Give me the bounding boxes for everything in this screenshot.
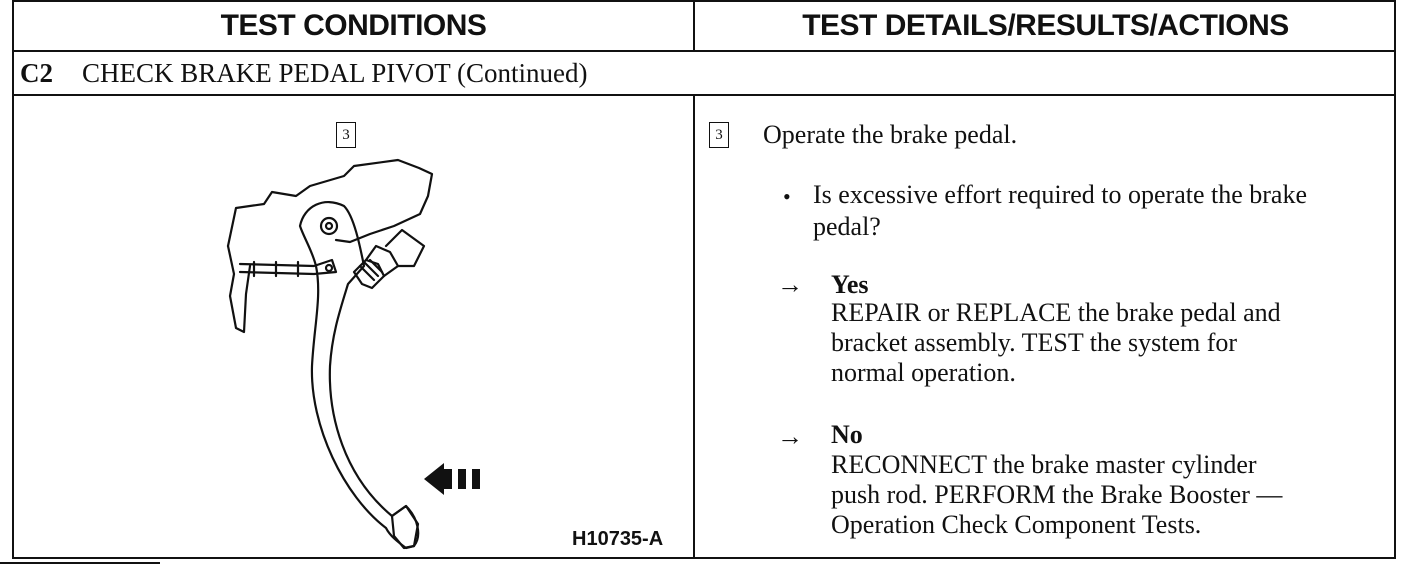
yes-arrow-icon: →: [777, 270, 803, 299]
diagnostic-table: [12, 0, 1396, 559]
no-line-1: RECONNECT the brake master cylinder: [831, 450, 1257, 479]
force-arrow-icon: [424, 463, 480, 495]
yes-line-1: REPAIR or REPLACE the brake pedal and: [831, 298, 1281, 327]
bullet-icon: •: [783, 184, 791, 209]
brake-pedal-illustration-icon: [14, 96, 693, 559]
header-test-details: TEST DETAILS/RESULTS/ACTIONS: [802, 9, 1289, 42]
bottom-rule: [0, 562, 160, 564]
details-step-box: 3: [709, 122, 729, 148]
yes-line-2: bracket assembly. TEST the system for: [831, 328, 1238, 357]
no-line-3: Operation Check Component Tests.: [831, 510, 1202, 539]
no-line-2: push rod. PERFORM the Brake Booster —: [831, 480, 1283, 509]
section-code: C2: [20, 57, 53, 88]
no-label: No: [831, 420, 863, 449]
figure-id: H10735-A: [572, 528, 664, 550]
figure-step-box: 3: [336, 122, 356, 148]
test-details-cell: [695, 96, 1396, 559]
question-line-2: pedal?: [813, 212, 881, 241]
header-test-conditions: TEST CONDITIONS: [220, 9, 487, 42]
no-arrow-icon: →: [777, 422, 803, 451]
section-title-row: [14, 52, 1394, 94]
question-line-1: Is excessive effort required to operate the brake: [813, 180, 1308, 209]
instruction-text: Operate the brake pedal.: [763, 120, 1018, 149]
section-title: CHECK BRAKE PEDAL PIVOT (Continued): [82, 57, 588, 88]
test-conditions-cell: [14, 96, 693, 559]
yes-label: Yes: [831, 270, 869, 299]
yes-line-3: normal operation.: [831, 358, 1016, 387]
